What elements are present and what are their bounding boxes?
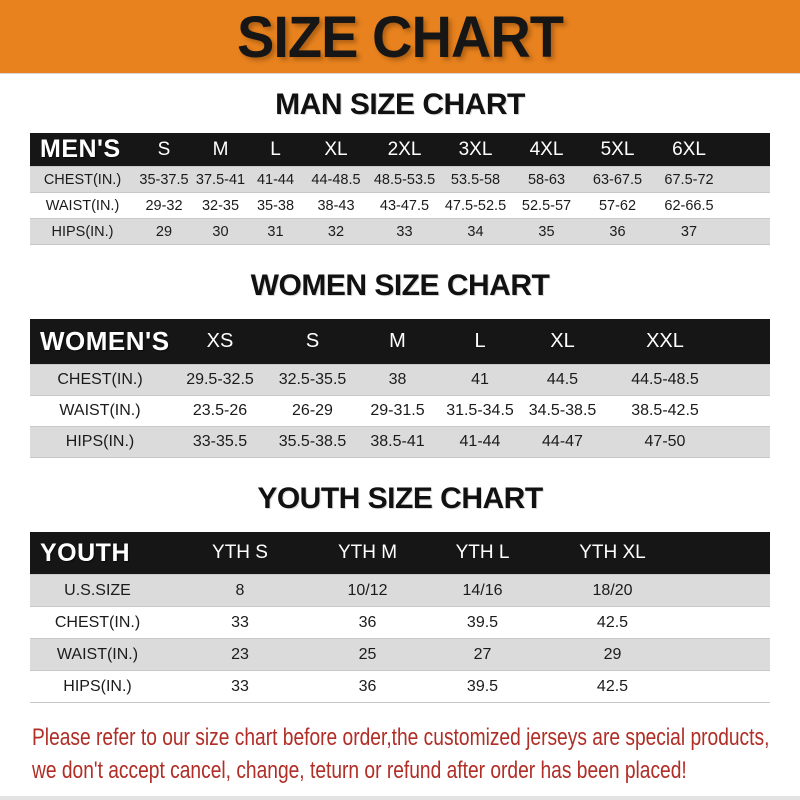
data-cell: 48.5-53.5 [369, 167, 440, 193]
women-column-m: M [355, 319, 440, 365]
data-cell: 36 [315, 671, 420, 703]
data-cell: 58-63 [511, 167, 582, 193]
filler-cell [680, 532, 770, 575]
data-cell: 44-47 [520, 427, 605, 458]
filler-cell [680, 607, 770, 639]
data-cell: 62-66.5 [653, 193, 725, 219]
filler-cell [725, 193, 770, 219]
data-cell: 38-43 [303, 193, 369, 219]
data-cell: 36 [315, 607, 420, 639]
size-chart-content [0, 88, 800, 800]
youth-column-yth-s: YTH S [165, 532, 315, 575]
data-cell: 32.5-35.5 [270, 365, 355, 396]
youth-size-chart-section [0, 482, 800, 703]
men-chart-title: MAN SIZE CHART [275, 88, 525, 121]
row-label: WAIST(IN.) [30, 639, 165, 671]
row-label: HIPS(IN.) [30, 219, 135, 245]
data-cell: 36 [582, 219, 653, 245]
row-label: CHEST(IN.) [30, 167, 135, 193]
filler-cell [680, 575, 770, 607]
data-cell: 29-31.5 [355, 396, 440, 427]
youth-column-yth-xl: YTH XL [545, 532, 680, 575]
data-cell: 14/16 [420, 575, 545, 607]
data-cell: 44-48.5 [303, 167, 369, 193]
men-column-4xl: 4XL [511, 133, 582, 167]
men-column-6xl: 6XL [653, 133, 725, 167]
order-note-line-2: we don't accept cancel, change, teturn or refund after order has been placed! [32, 757, 687, 784]
data-cell: 34 [440, 219, 511, 245]
row-label: CHEST(IN.) [30, 607, 165, 639]
men-column-5xl: 5XL [582, 133, 653, 167]
data-cell: 32 [303, 219, 369, 245]
filler-cell [725, 219, 770, 245]
order-note [32, 721, 800, 787]
table-row [30, 427, 770, 458]
banner-title: SIZE CHART [237, 3, 563, 70]
data-cell: 39.5 [420, 607, 545, 639]
data-cell: 53.5-58 [440, 167, 511, 193]
data-cell: 33-35.5 [170, 427, 270, 458]
men-header-label: MEN'S [30, 133, 135, 167]
data-cell: 8 [165, 575, 315, 607]
data-cell: 31.5-34.5 [440, 396, 520, 427]
filler-cell [725, 427, 770, 458]
women-header-row [30, 319, 770, 365]
data-cell: 27 [420, 639, 545, 671]
youth-header-row [30, 532, 770, 575]
data-cell: 42.5 [545, 671, 680, 703]
men-column-s: S [135, 133, 193, 167]
banner [0, 0, 800, 73]
data-cell: 63-67.5 [582, 167, 653, 193]
women-header-label: WOMEN'S [30, 319, 170, 365]
men-size-table [30, 133, 770, 245]
data-cell: 41-44 [248, 167, 303, 193]
women-size-chart-section [0, 269, 800, 458]
filler-cell [725, 133, 770, 167]
men-header-row [30, 133, 770, 167]
women-column-s: S [270, 319, 355, 365]
women-column-xxl: XXL [605, 319, 725, 365]
filler-cell [725, 167, 770, 193]
filler-cell [725, 319, 770, 365]
data-cell: 47.5-52.5 [440, 193, 511, 219]
youth-header-label: YOUTH [30, 532, 165, 575]
data-cell: 35-38 [248, 193, 303, 219]
data-cell: 35-37.5 [135, 167, 193, 193]
youth-size-table [30, 532, 770, 703]
youth-column-yth-l: YTH L [420, 532, 545, 575]
data-cell: 33 [165, 671, 315, 703]
data-cell: 18/20 [545, 575, 680, 607]
data-cell: 35.5-38.5 [270, 427, 355, 458]
data-cell: 35 [511, 219, 582, 245]
data-cell: 41-44 [440, 427, 520, 458]
order-note-line-1: Please refer to our size chart before order,the customized jerseys are special products, [32, 724, 770, 751]
data-cell: 33 [165, 607, 315, 639]
data-cell: 29 [135, 219, 193, 245]
men-size-chart-section [0, 88, 800, 245]
data-cell: 41 [440, 365, 520, 396]
men-column-2xl: 2XL [369, 133, 440, 167]
data-cell: 44.5 [520, 365, 605, 396]
row-label: CHEST(IN.) [30, 365, 170, 396]
data-cell: 23.5-26 [170, 396, 270, 427]
data-cell: 29-32 [135, 193, 193, 219]
data-cell: 44.5-48.5 [605, 365, 725, 396]
women-column-xs: XS [170, 319, 270, 365]
row-label: WAIST(IN.) [30, 396, 170, 427]
men-column-xl: XL [303, 133, 369, 167]
data-cell: 30 [193, 219, 248, 245]
youth-column-yth-m: YTH M [315, 532, 420, 575]
data-cell: 57-62 [582, 193, 653, 219]
table-row [30, 575, 770, 607]
data-cell: 37 [653, 219, 725, 245]
data-cell: 42.5 [545, 607, 680, 639]
bottom-edge-divider [0, 796, 800, 800]
data-cell: 26-29 [270, 396, 355, 427]
data-cell: 32-35 [193, 193, 248, 219]
data-cell: 33 [369, 219, 440, 245]
table-row [30, 671, 770, 703]
table-row [30, 167, 770, 193]
data-cell: 38 [355, 365, 440, 396]
data-cell: 31 [248, 219, 303, 245]
data-cell: 38.5-41 [355, 427, 440, 458]
data-cell: 67.5-72 [653, 167, 725, 193]
data-cell: 52.5-57 [511, 193, 582, 219]
data-cell: 38.5-42.5 [605, 396, 725, 427]
filler-cell [725, 396, 770, 427]
women-column-l: L [440, 319, 520, 365]
women-column-xl: XL [520, 319, 605, 365]
filler-cell [680, 671, 770, 703]
women-size-table [30, 319, 770, 458]
table-row [30, 639, 770, 671]
data-cell: 43-47.5 [369, 193, 440, 219]
table-row [30, 365, 770, 396]
table-row [30, 219, 770, 245]
men-column-l: L [248, 133, 303, 167]
row-label: U.S.SIZE [30, 575, 165, 607]
data-cell: 39.5 [420, 671, 545, 703]
table-row [30, 607, 770, 639]
filler-cell [680, 639, 770, 671]
filler-cell [725, 365, 770, 396]
row-label: WAIST(IN.) [30, 193, 135, 219]
data-cell: 23 [165, 639, 315, 671]
data-cell: 29.5-32.5 [170, 365, 270, 396]
youth-chart-title: YOUTH SIZE CHART [257, 482, 543, 515]
table-row [30, 193, 770, 219]
women-chart-title: WOMEN SIZE CHART [250, 269, 550, 302]
table-row [30, 396, 770, 427]
men-column-3xl: 3XL [440, 133, 511, 167]
row-label: HIPS(IN.) [30, 671, 165, 703]
row-label: HIPS(IN.) [30, 427, 170, 458]
data-cell: 25 [315, 639, 420, 671]
data-cell: 29 [545, 639, 680, 671]
men-column-m: M [193, 133, 248, 167]
data-cell: 10/12 [315, 575, 420, 607]
data-cell: 47-50 [605, 427, 725, 458]
data-cell: 34.5-38.5 [520, 396, 605, 427]
data-cell: 37.5-41 [193, 167, 248, 193]
